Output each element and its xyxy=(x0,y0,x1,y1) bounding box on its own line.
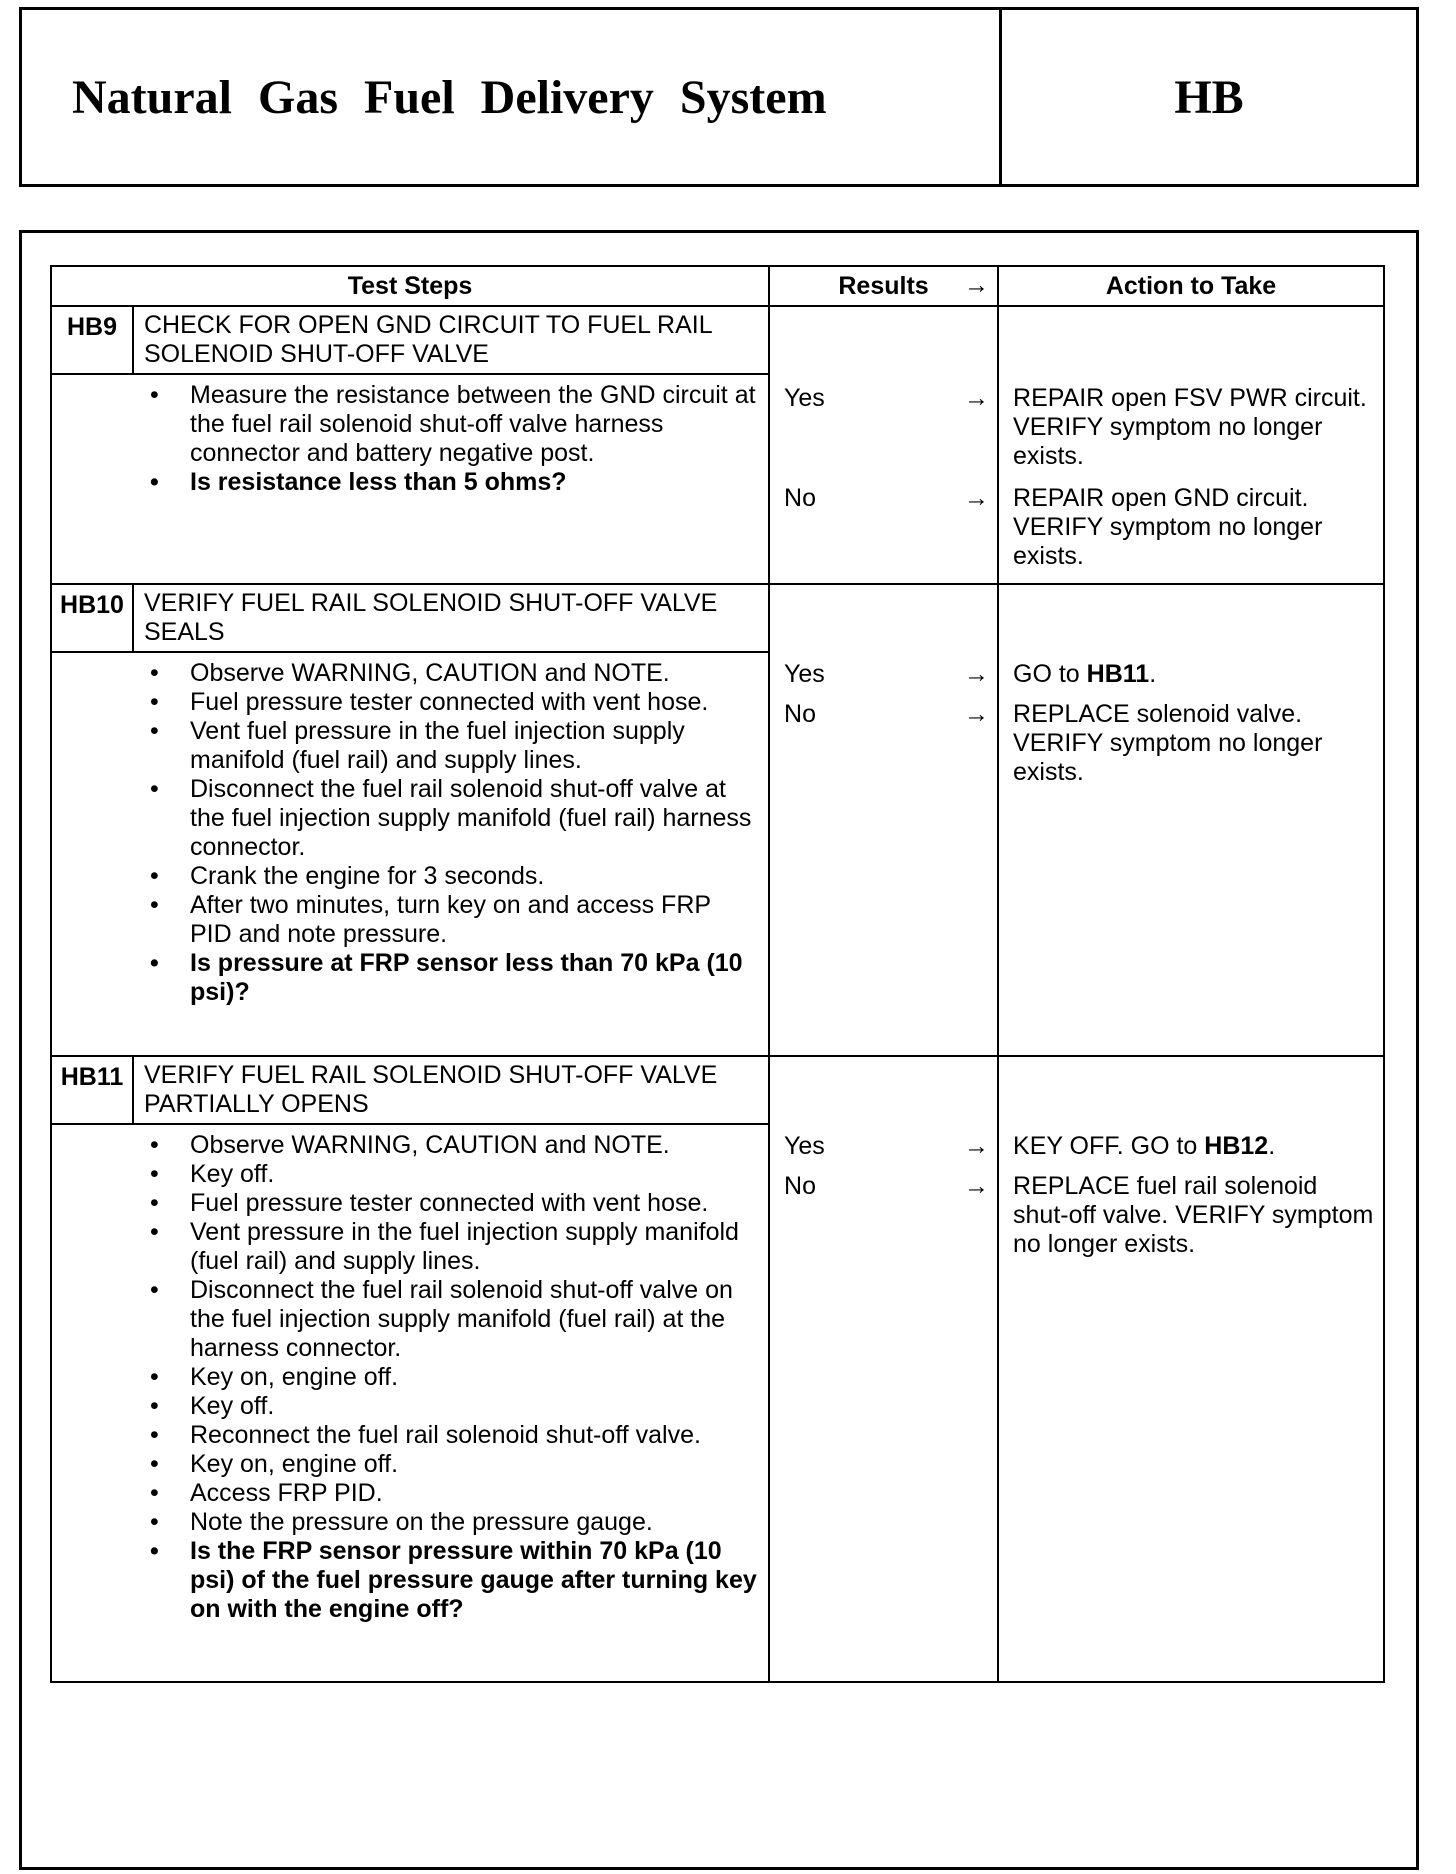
list-item: • Fuel pressure tester connected with vent hose. xyxy=(52,1189,758,1218)
list-item: • Observe WARNING, CAUTION and NOTE. xyxy=(52,1131,758,1160)
list-item: • Vent pressure in the fuel injection supply manifold (fuel rail) and supply lines. xyxy=(52,1218,758,1276)
list-item: • Key on, engine off. xyxy=(52,1363,758,1392)
action-cell xyxy=(998,584,1384,1056)
result-label: Yes xyxy=(784,1132,825,1160)
arrow-icon: → xyxy=(964,700,990,728)
list-item: • After two minutes, turn key on and access FRP PID and note pressure. xyxy=(52,891,758,949)
page-title: Natural Gas Fuel Delivery System xyxy=(22,10,1002,184)
action-cell xyxy=(998,306,1384,584)
step-body xyxy=(51,652,769,1056)
step-title: CHECK FOR OPEN GND CIRCUIT TO FUEL RAIL SOLENOID SHUT-OFF VALVE xyxy=(133,306,769,374)
results-cell xyxy=(769,584,998,1056)
result-yes xyxy=(784,660,989,689)
action-cell xyxy=(998,1056,1384,1682)
action-no: REPLACE solenoid valve. VERIFY symptom no longer exists. xyxy=(1013,700,1323,786)
result-yes xyxy=(784,1132,989,1161)
list-item: • Access FRP PID. xyxy=(52,1479,758,1508)
arrow-icon: → xyxy=(964,1132,990,1160)
step-title: VERIFY FUEL RAIL SOLENOID SHUT-OFF VALVE SEALS xyxy=(133,584,769,652)
header-test-steps: Test Steps xyxy=(51,266,769,306)
list-item: • Disconnect the fuel rail solenoid shut-off valve at the fuel injection supply manifold (fuel rail) harness connector. xyxy=(52,775,758,862)
arrow-icon: → xyxy=(964,484,990,512)
action-yes xyxy=(1013,1132,1375,1161)
list-item: • Crank the engine for 3 seconds. xyxy=(52,862,758,891)
header-results-label: Results xyxy=(838,271,929,300)
step-title-row xyxy=(51,1056,1384,1124)
list-item: • Note the pressure on the pressure gauge. xyxy=(52,1508,758,1537)
step-title-row xyxy=(51,584,1384,652)
result-no xyxy=(784,484,989,513)
action-text: KEY OFF. GO to xyxy=(1013,1132,1205,1160)
step-title: VERIFY FUEL RAIL SOLENOID SHUT-OFF VALVE PARTIALLY OPENS xyxy=(133,1056,769,1124)
table-header-row xyxy=(51,266,1384,306)
result-label: Yes xyxy=(784,384,825,412)
action-no: REPAIR open GND circuit. VERIFY symptom no longer exists. xyxy=(1013,484,1323,570)
action-no: REPLACE fuel rail solenoid shut-off valve. VERIFY symptom no longer exists. xyxy=(1013,1172,1374,1258)
step-bullets xyxy=(52,659,758,1007)
step-title-row xyxy=(51,306,1384,374)
arrow-icon: → xyxy=(964,384,990,412)
step-body xyxy=(51,374,769,584)
action-yes: REPAIR open FSV PWR circuit. VERIFY symptom no longer exists. xyxy=(1013,384,1367,470)
header-action: Action to Take xyxy=(998,266,1384,306)
list-item: • Reconnect the fuel rail solenoid shut-off valve. xyxy=(52,1421,758,1450)
result-yes xyxy=(784,384,989,413)
list-item: • Vent fuel pressure in the fuel injection supply manifold (fuel rail) and supply lines. xyxy=(52,717,758,775)
section-code: HB xyxy=(1174,70,1244,124)
step-question: • Is the FRP sensor pressure within 70 kPa (10 psi) of the fuel pressure gauge after turning key on with the engine off? xyxy=(52,1537,758,1624)
step-code: HB9 xyxy=(51,306,133,374)
list-item: • Key on, engine off. xyxy=(52,1450,758,1479)
result-label: No xyxy=(784,1172,816,1200)
diagnostic-table xyxy=(50,265,1385,1683)
step-body xyxy=(51,1124,769,1682)
step-question: • Is resistance less than 5 ohms? xyxy=(52,468,758,497)
results-cell xyxy=(769,306,998,584)
step-question: • Is pressure at FRP sensor less than 70 kPa (10 psi)? xyxy=(52,949,758,1007)
list-item: • Fuel pressure tester connected with vent hose. xyxy=(52,688,758,717)
result-no xyxy=(784,1172,989,1201)
step-code: HB10 xyxy=(51,584,133,652)
header-results xyxy=(769,266,998,306)
results-cell xyxy=(769,1056,998,1682)
list-item: • Measure the resistance between the GND circuit at the fuel rail solenoid shut-off valve harness connector and battery negative post. xyxy=(52,381,758,468)
step-bullets xyxy=(52,381,758,497)
list-item: • Observe WARNING, CAUTION and NOTE. xyxy=(52,659,758,688)
list-item: • Key off. xyxy=(52,1160,758,1189)
result-label: No xyxy=(784,700,816,728)
page-header xyxy=(19,7,1419,187)
result-label: Yes xyxy=(784,660,825,688)
result-no xyxy=(784,700,989,729)
action-yes xyxy=(1013,660,1375,689)
arrow-icon: → xyxy=(964,1172,990,1200)
arrow-icon: → xyxy=(964,660,990,688)
step-reference-link[interactable]: HB12 xyxy=(1204,1132,1269,1160)
action-text: . xyxy=(1268,1132,1276,1160)
step-code: HB11 xyxy=(51,1056,133,1124)
step-reference-link[interactable]: HB11 xyxy=(1086,660,1150,688)
list-item: • Disconnect the fuel rail solenoid shut-off valve on the fuel injection supply manifold (fuel rail) at the harness connector. xyxy=(52,1276,758,1363)
action-text: GO to xyxy=(1013,660,1087,688)
result-label: No xyxy=(784,484,816,512)
step-bullets xyxy=(52,1131,758,1624)
action-text: . xyxy=(1149,660,1157,688)
list-item: • Key off. xyxy=(52,1392,758,1421)
arrow-icon: → xyxy=(964,271,990,299)
